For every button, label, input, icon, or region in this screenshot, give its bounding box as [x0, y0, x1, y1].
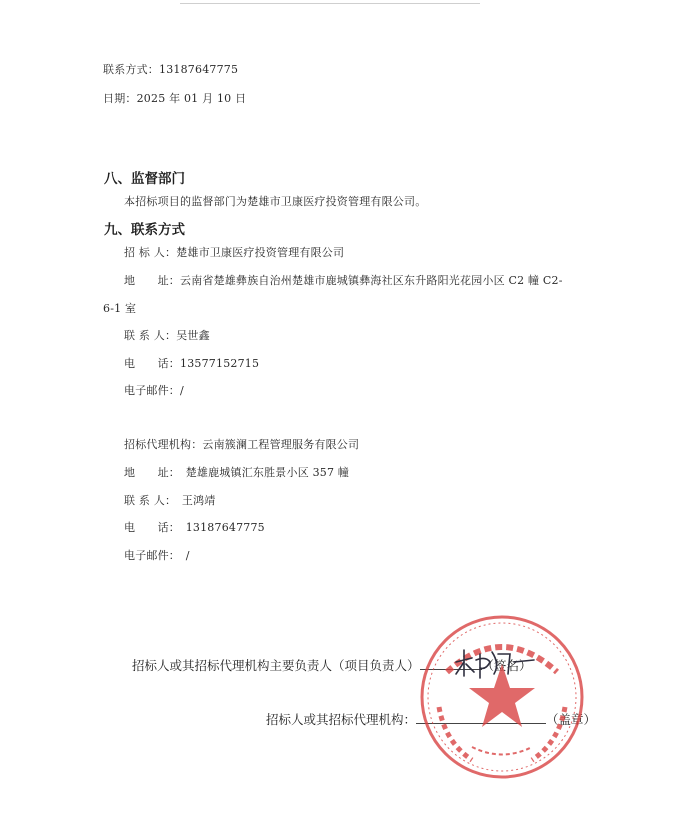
agency-name: 招标代理机构：云南簇澜工程管理服务有限公司 — [124, 438, 360, 451]
handwritten-signature — [450, 644, 540, 684]
tenderer-email: 电子邮件：/ — [124, 384, 184, 397]
section-9-heading: 九、联系方式 — [104, 222, 185, 238]
tenderer-address-cont: 6-1 室 — [103, 302, 137, 315]
tenderer-phone: 电 话：13577152715 — [124, 357, 260, 370]
agency-contact-line: 联系方式：13187647775 — [103, 63, 239, 76]
agency-email: 电子邮件： / — [124, 549, 190, 562]
agency-address: 地 址： 楚雄鹿城镇汇东胜景小区 357 幢 — [124, 466, 350, 479]
tenderer-name: 招 标 人：楚雄市卫康医疗投资管理有限公司 — [124, 246, 345, 259]
section-8-body: 本招标项目的监督部门为楚雄市卫康医疗投资管理有限公司。 — [124, 195, 427, 208]
signature-line-label: 招标人或其招标代理机构主要负责人（项目负责人） — [132, 658, 420, 673]
section-8-heading: 八、监督部门 — [104, 171, 185, 187]
seal-line-label: 招标人或其招标代理机构： — [266, 712, 417, 727]
agency-contact-person: 联 系 人： 王鸿靖 — [124, 494, 216, 507]
tenderer-contact-person: 联 系 人：吴世鑫 — [124, 329, 210, 342]
signature-line-suffix: （签名） — [481, 658, 532, 673]
seal-line-suffix: （盖章） — [546, 712, 597, 727]
tenderer-address: 地 址：云南省楚雄彝族自治州楚雄市鹿城镇彝海社区东升路阳光花园小区 C2 幢 C2- — [124, 274, 563, 287]
agency-phone: 电 话： 13187647775 — [124, 521, 265, 534]
top-divider — [180, 3, 480, 4]
company-seal-stamp — [417, 612, 587, 782]
date-line: 日期：2025 年 01 月 10 日 — [103, 92, 247, 105]
